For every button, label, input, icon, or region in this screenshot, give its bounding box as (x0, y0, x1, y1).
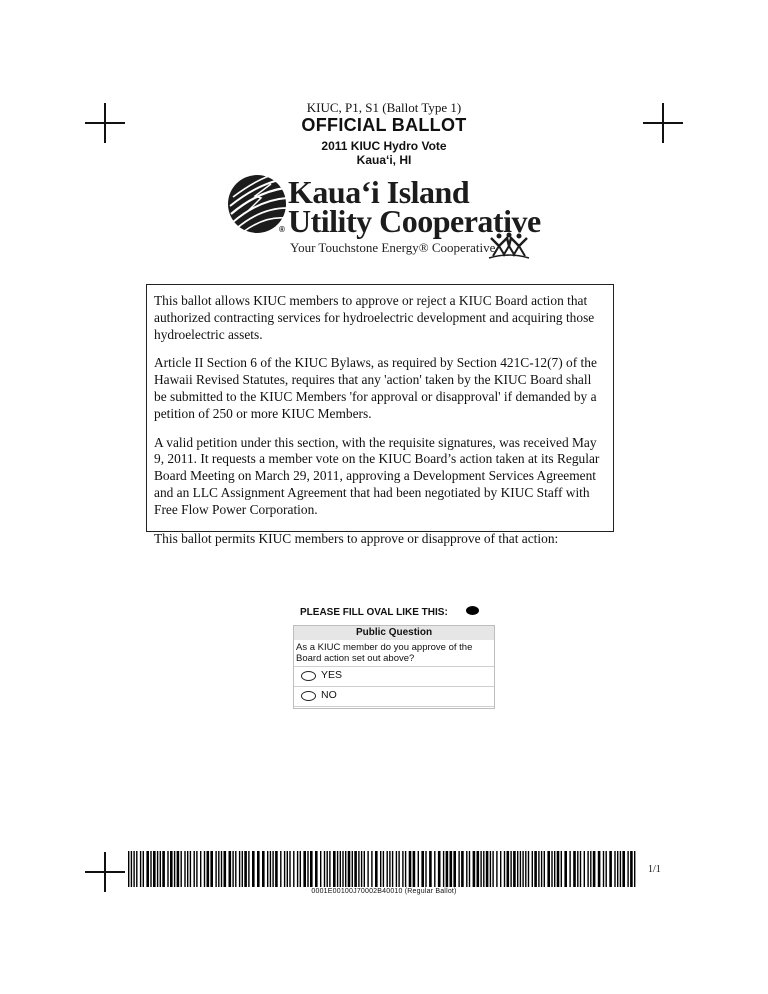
ballot-id: KIUC, P1, S1 (Ballot Type 1) (306, 100, 462, 115)
ballot-subtitle: 2011 KIUC Hydro Vote (321, 139, 447, 153)
barcode-bar (387, 851, 388, 887)
barcode-bar (348, 851, 351, 887)
barcode-bar (327, 851, 328, 887)
barcode-bar (557, 851, 560, 887)
yes-oval[interactable] (301, 671, 316, 681)
explanation-paragraph: This ballot allows KIUC members to approve or reject a KIUC Board action that authorized contracting services for hydroelectric development and acquiring those hydroelectric assets. (154, 293, 595, 342)
barcode-bar (194, 851, 195, 887)
barcode-bar (215, 851, 216, 887)
question-text: As a KIUC member do you approve of the Board action set out above? (296, 642, 473, 664)
barcode-bar (513, 851, 516, 887)
barcode-bar (170, 851, 173, 887)
barcode-bar (554, 851, 555, 887)
barcode-bar (405, 851, 406, 887)
ballot-barcode (128, 851, 636, 887)
registration-mark-bottom-left (85, 852, 125, 892)
barcode-bar (272, 851, 273, 887)
barcode-bar (541, 851, 542, 887)
explanation-paragraph: Article II Section 6 of the KIUC Bylaws, as required by Section 421C-12(7) of the Hawaii Revised Statutes, requires that any 'action' taken by the KIUC Board shall be submitted to the KIUC Members 'for approval or disapproval' if demanded by a petition of 250 or more KIUC Members. (154, 355, 597, 421)
logo-name-line2: Utility Cooperative (288, 203, 541, 239)
barcode-bar (496, 851, 497, 887)
barcode-bar (252, 851, 255, 887)
barcode-bar (177, 851, 180, 887)
barcode-bar (434, 851, 435, 887)
ballot-location: Kaua‘i, HI (356, 153, 412, 167)
barcode-bar (573, 851, 576, 887)
barcode-bar (244, 851, 247, 887)
barcode-bar (352, 851, 353, 887)
barcode-bar (200, 851, 201, 887)
barcode-bar (218, 851, 219, 887)
barcode-bar (150, 851, 151, 887)
barcode-bar (136, 851, 137, 887)
barcode-bar (453, 851, 456, 887)
barcode-bar (522, 851, 523, 887)
no-label: NO (321, 689, 337, 701)
barcode-bar (300, 851, 301, 887)
barcode-bar (617, 851, 618, 887)
barcode-bar (284, 851, 285, 887)
barcode-bar (620, 851, 621, 887)
explanation-paragraph: This ballot permits KIUC members to approve or disapprove of that action: (154, 530, 559, 546)
barcode-bar (380, 851, 381, 887)
barcode-bar (392, 851, 393, 887)
barcode-bar (354, 851, 357, 887)
barcode-bar (461, 851, 464, 887)
barcode-bar (371, 851, 372, 887)
barcode-bar (345, 851, 346, 887)
barcode-bar (630, 851, 633, 887)
barcode-bar (157, 851, 158, 887)
barcode-bar (450, 851, 453, 887)
barcode-bar (561, 851, 562, 887)
barcode-bar (609, 851, 612, 887)
ballot-title: OFFICIAL BALLOT (301, 115, 467, 135)
barcode-bar (297, 851, 298, 887)
barcode-bar (520, 851, 521, 887)
barcode-bar (367, 851, 368, 887)
barcode-bar (289, 851, 290, 887)
barcode-bar (329, 851, 330, 887)
no-oval[interactable] (301, 691, 316, 701)
barcode-bar (538, 851, 539, 887)
barcode-bar (504, 851, 505, 887)
barcode-bar (140, 851, 141, 887)
barcode-bar (590, 851, 591, 887)
barcode-bar (153, 851, 156, 887)
barcode-bar (333, 851, 336, 887)
barcode-bar (477, 851, 480, 887)
barcode-bar (614, 851, 615, 887)
barcode-bar (551, 851, 552, 887)
barcode-bar (473, 851, 476, 887)
barcode-bar (587, 851, 588, 887)
barcode-bar (340, 851, 341, 887)
barcode-bar (224, 851, 227, 887)
barcode-bar (303, 851, 306, 887)
registered-mark: ® (279, 225, 285, 234)
barcode-bar (270, 851, 271, 887)
barcode-bar (324, 851, 325, 887)
barcode-bar (486, 851, 489, 887)
barcode-bar (429, 851, 432, 887)
barcode-bar (320, 851, 321, 887)
page-number: 1/1 (648, 864, 661, 875)
barcode-bar (207, 851, 210, 887)
barcode-bar (593, 851, 596, 887)
barcode-bar (480, 851, 481, 887)
barcode-bar (510, 851, 511, 887)
barcode-bar (413, 851, 416, 887)
divider (294, 666, 494, 667)
divider (294, 686, 494, 687)
barcode-bar (204, 851, 205, 887)
barcode-bar (418, 851, 419, 887)
barcode-bar (358, 851, 359, 887)
barcode-bar (580, 851, 581, 887)
filled-oval-example-icon (466, 606, 479, 615)
barcode-bar (525, 851, 526, 887)
logo-tagline: Your Touchstone Energy® Cooperative (290, 240, 496, 255)
barcode-bar (446, 851, 449, 887)
barcode-bar (492, 851, 493, 887)
barcode-bar (598, 851, 601, 887)
barcode-bar (421, 851, 424, 887)
barcode-bar (500, 851, 501, 887)
divider (294, 706, 494, 707)
barcode-bar (337, 851, 338, 887)
barcode-bar (398, 851, 399, 887)
barcode-bar (389, 851, 390, 887)
barcode-bar (196, 851, 197, 887)
barcode-bar (239, 851, 240, 887)
public-question-box (293, 625, 495, 709)
barcode-bar (383, 851, 384, 887)
barcode-bar (229, 851, 232, 887)
barcode-bar (507, 851, 510, 887)
barcode-bar (267, 851, 268, 887)
barcode-bar (143, 851, 144, 887)
barcode-bar (584, 851, 585, 887)
barcode-bar (564, 851, 567, 887)
yes-label: YES (321, 669, 343, 681)
barcode-bar (606, 851, 607, 887)
barcode-bar (128, 851, 129, 887)
barcode-bar (262, 851, 265, 887)
barcode-bar (547, 851, 550, 887)
barcode-bar (160, 851, 161, 887)
barcode-bar (622, 851, 625, 887)
barcode-bar (184, 851, 185, 887)
barcode-bar (634, 851, 635, 887)
barcode-bar (275, 851, 278, 887)
barcode-bar (307, 851, 308, 887)
barcode-bar (210, 851, 213, 887)
barcode-bar (174, 851, 175, 887)
barcode-bar (544, 851, 545, 887)
barcode-bar (280, 851, 281, 887)
question-heading: Public Question (294, 626, 494, 640)
explanation-paragraph: A valid petition under this section, with the requisite signatures, was received May 9, 2011. It requests a member vote on the KIUC Board’s action taken at its Regular Board Meeting on March 29, 2011, approving a Development Services Agreement and an LLC Assignment Agreement that had been negotiated by KIUC Staff with Free Flow Power Corporation. (154, 434, 600, 517)
barcode-bar (402, 851, 403, 887)
barcode-bar (162, 851, 165, 887)
barcode-bar (517, 851, 518, 887)
ballot-explanation-box (146, 284, 614, 546)
barcode-bar (133, 851, 134, 887)
barcode-bar (342, 851, 343, 887)
barcode-bar (190, 851, 191, 887)
barcode-bar (187, 851, 188, 887)
barcode-bar (458, 851, 459, 887)
barcode-bar (603, 851, 604, 887)
barcode-bar (315, 851, 318, 887)
barcode-bar (469, 851, 470, 887)
barcode-bar (167, 851, 168, 887)
barcode-bar (293, 851, 294, 887)
barcode-bar (577, 851, 578, 887)
barcode-bar (438, 851, 441, 887)
barcode-bar (375, 851, 378, 887)
barcode-bar (146, 851, 149, 887)
barcode-bar (257, 851, 260, 887)
barcode-bar (490, 851, 491, 887)
barcode-bar (483, 851, 484, 887)
barcode-bar (287, 851, 288, 887)
barcode-bar (532, 851, 533, 887)
barcode-bar (443, 851, 444, 887)
barcode-bar (534, 851, 537, 887)
barcode-bar (409, 851, 412, 887)
barcode-bar (235, 851, 236, 887)
barcode-bar (310, 851, 313, 887)
barcode-bar (221, 851, 222, 887)
barcode-text: 0001E00100J70002B40010 (Regular Ballot) (311, 888, 457, 895)
barcode-bar (569, 851, 570, 887)
barcode-bar (232, 851, 233, 887)
fill-instructions: PLEASE FILL OVAL LIKE THIS: (300, 607, 448, 618)
barcode-bar (466, 851, 467, 887)
barcode-bar (396, 851, 397, 887)
barcode-bar (242, 851, 243, 887)
barcode-bar (528, 851, 529, 887)
barcode-bar (364, 851, 365, 887)
barcode-bar (181, 851, 182, 887)
barcode-bar (627, 851, 628, 887)
barcode-bar (131, 851, 132, 887)
barcode-bar (248, 851, 249, 887)
barcode-bar (361, 851, 362, 887)
logo-name-line1: Kaua‘i Island (288, 174, 470, 210)
barcode-bar (425, 851, 426, 887)
